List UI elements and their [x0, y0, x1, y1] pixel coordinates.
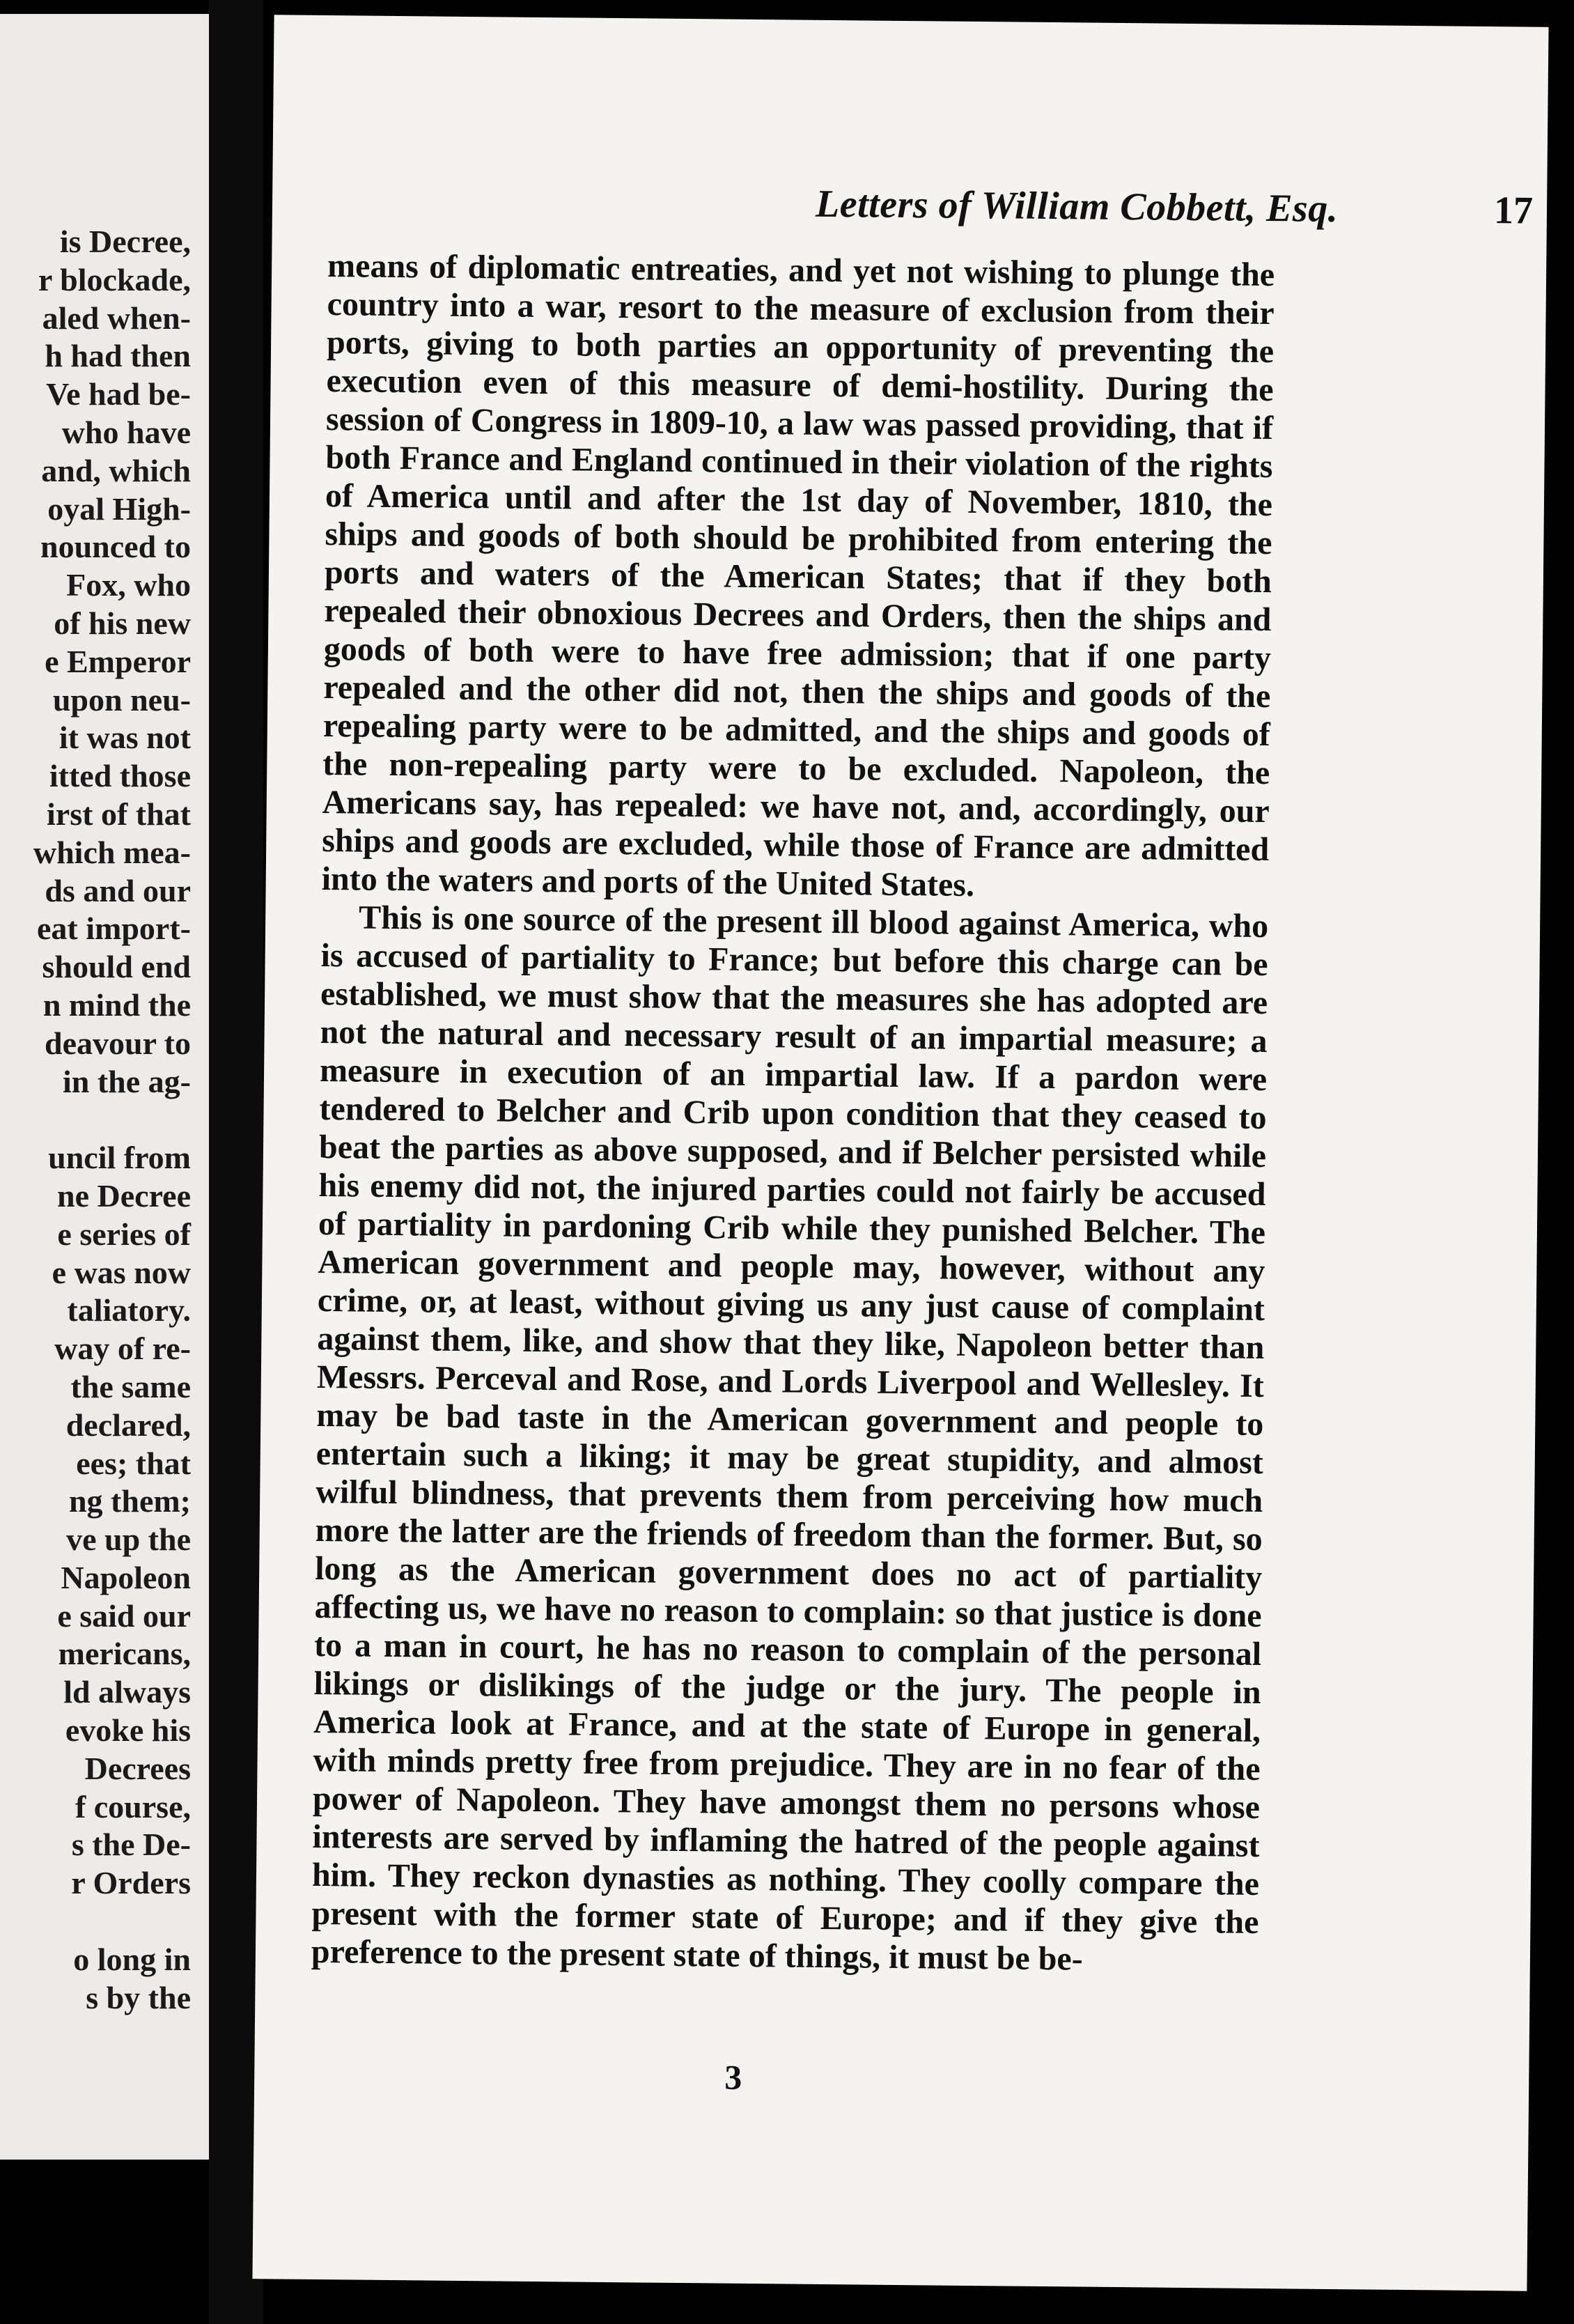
left-page-line: should end: [42, 949, 191, 985]
left-page-line: ve up the: [66, 1521, 191, 1558]
left-page-line: eat import-: [37, 911, 191, 947]
left-page-line: oyal High-: [47, 490, 191, 527]
left-page-line: way of re-: [54, 1331, 191, 1367]
paragraph-2: This is one source of the present ill blood against America, who is accused of partiality to France; but before this charge can be established, we must show that the measures she has adopted are not the natural and necessary result of an impartial measure; a measure in execution of an impartial law. If a pardon were tendered to Belcher and Crib upon condition that they ceased to beat the parties as above supposed, and if Belcher persisted while his enemy did not, the injured parties could not fairly be accused of partiality in pardoning Crib while they punished Belcher. The American government and people may, however, without any crime, or, at least, without giving us any just cause of complaint against them, like, and show that they like, Napoleon better than Messrs. Perceval and Rose, and Lords Liverpool and Wellesley. It may be bad taste in the American government and people to entertain such a liking; it may be great stupidity, and almost wilful blindness, that prevents them from perceiving how much more the latter are the friends of freedom than the former. But, so long as the American government does no act of partiality affecting us, we have no reason to complain: so that justice is done to a man in court, he has no reason to complain of the personal likings or dislikings of the judge or the jury. The people in America look at France, and at the state of Europe in general, with minds pretty free from prejudice. They are in no fear of the power of Napoleon. They have amongst them no persons whose interests are served by inflaming the hatred of the people against him. They reckon dynasties as nothing. They coolly compare the present with the former state of Europe; and if they give the preference to the present state of things, it must be be-: [311, 899, 1269, 1978]
left-page-line: n mind the: [42, 986, 191, 1023]
left-page-line: ld always: [63, 1674, 191, 1710]
left-page-text: [33, 223, 191, 2017]
left-page-line: f course,: [75, 1788, 191, 1825]
left-page-line: ees; that: [76, 1445, 191, 1481]
paragraph-1: means of diplomatic entreaties, and yet not wishing to plunge the country into a war, resort to the measure of exclusion from their ports, giving to both parties an opportunity of preventing the execution even of this measure of demi-hostility. During the session of Congress in 1809-10, a law was passed providing, that if both France and England continued in their violation of the rights of America until and after the 1st day of November, 1810, the ships and goods of both should be prohibited from entering the ports and waters of the American States; that if they both repealed their obnoxious Decrees and Orders, then the ships and goods of both were to have free admission; that if one party repealed and the other did not, then the ships and goods of the repealing party were to be admitted, and the ships and goods of the non-repealing party were to be excluded. Napoleon, the Americans say, has repealed: we have not, and, accordingly, our ships and goods are excluded, while those of France are admitted into the waters and ports of the United States.: [321, 247, 1275, 904]
left-page-line: Napoleon: [61, 1559, 191, 1595]
left-page-line: it was not: [59, 720, 191, 756]
signature-mark: 3: [724, 2057, 742, 2097]
left-page-line: e said our: [57, 1597, 191, 1634]
page-header: [554, 179, 1549, 251]
running-title: Letters of William Cobbett, Esq.: [815, 182, 1339, 231]
left-page-line: who have: [61, 414, 191, 450]
main-page: [252, 15, 1548, 2291]
left-page-line: h had then: [45, 338, 191, 374]
left-page-line: e was now: [52, 1254, 191, 1290]
left-page-line: aled when-: [42, 300, 191, 336]
left-page-line: upon neu-: [52, 681, 191, 718]
left-page-fragment: [0, 14, 209, 2160]
left-page-line: r blockade,: [38, 261, 191, 297]
left-page-line: e Emperor: [45, 643, 191, 679]
left-page-line: in the ag-: [63, 1063, 191, 1099]
left-page-line: o long in: [73, 1941, 191, 1977]
left-page-line: taliatory.: [67, 1292, 191, 1328]
left-page-line: ds and our: [45, 872, 191, 908]
left-page-line: Ve had be-: [46, 376, 191, 412]
left-page-line: Decrees: [84, 1750, 191, 1786]
left-page-line: ne Decree: [57, 1177, 191, 1214]
left-page-line: itted those: [49, 758, 191, 794]
left-page-line: s by the: [86, 1979, 191, 2015]
left-page-line: r Orders: [71, 1865, 191, 1901]
left-page-line: Fox, who: [66, 567, 191, 603]
left-page-line: of his new: [54, 605, 191, 641]
left-page-line: irst of that: [47, 796, 191, 832]
left-page-line: [33, 1903, 191, 1941]
left-page-line: s the De-: [71, 1827, 191, 1863]
left-page-line: is Decree,: [59, 224, 191, 259]
page-number: 17: [1493, 189, 1534, 233]
left-page-line: ng them;: [68, 1483, 191, 1519]
left-page-line: declared,: [65, 1407, 191, 1443]
left-page-line: evoke his: [65, 1712, 191, 1749]
body-text: [311, 247, 1275, 1980]
left-page-line: [33, 1101, 191, 1139]
left-page-line: deavour to: [45, 1025, 191, 1061]
left-page-line: mericans,: [58, 1636, 191, 1672]
left-page-line: and, which: [41, 452, 191, 488]
left-page-line: uncil from: [48, 1140, 191, 1176]
left-page-line: e series of: [57, 1216, 191, 1252]
left-page-line: the same: [70, 1368, 191, 1404]
left-page-line: which mea-: [33, 834, 191, 870]
left-page-line: nounced to: [40, 529, 191, 565]
